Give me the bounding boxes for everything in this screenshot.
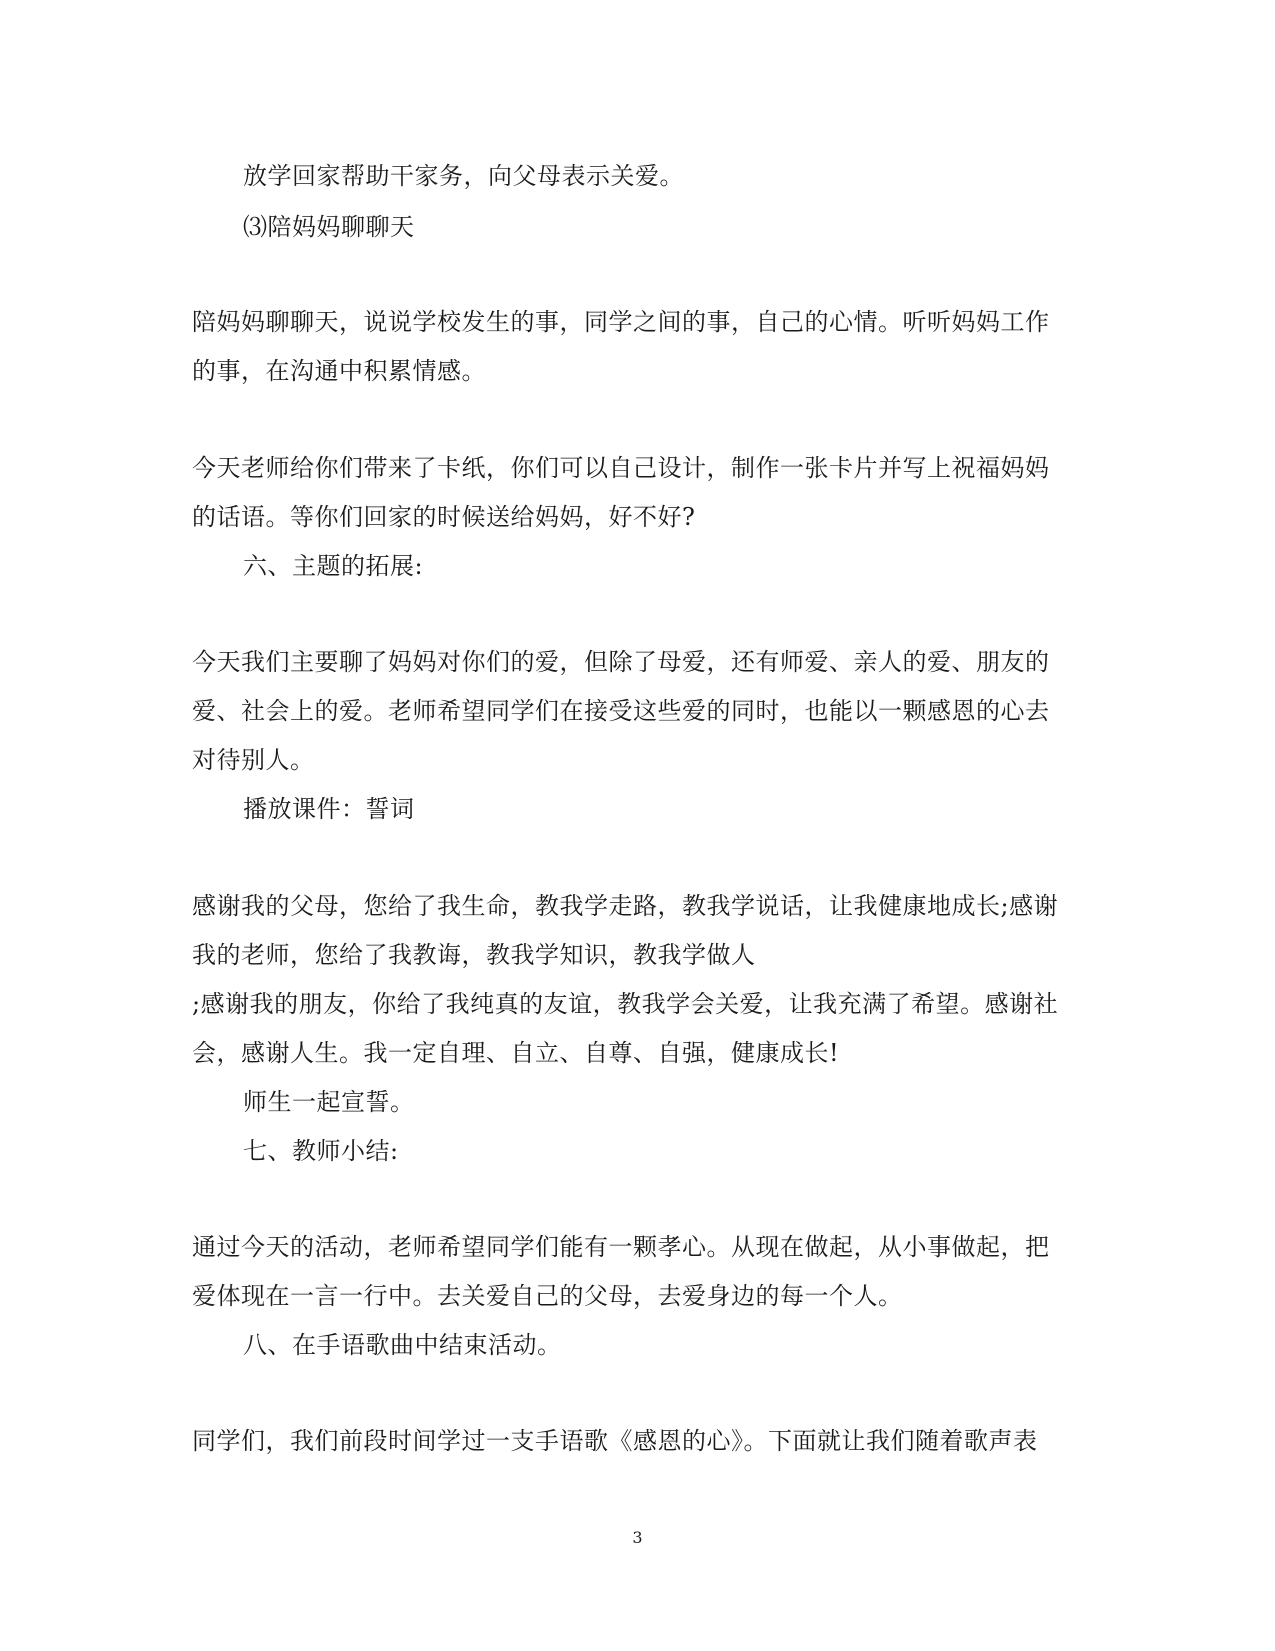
- text-line: 会，感谢人生。我一定自理、自立、自尊、自强，健康成长!: [192, 1039, 840, 1067]
- text-line: 爱、社会上的爱。老师希望同学们在接受这些爱的同时，也能以一颗感恩的心去: [192, 697, 1050, 725]
- text-line: 同学们，我们前段时间学过一支手语歌《感恩的心》。下面就让我们随着歌声表: [192, 1427, 1038, 1455]
- text-line: 放学回家帮助干家务，向父母表示关爱。: [243, 162, 684, 190]
- section-heading: 七、教师小结:: [243, 1137, 399, 1165]
- page-number: 3: [632, 1528, 643, 1547]
- text-line: 的事，在沟通中积累情感。: [192, 357, 486, 385]
- text-line: 播放课件：誓词: [243, 795, 415, 823]
- section-heading: 八、在手语歌曲中结束活动。: [243, 1331, 562, 1359]
- text-line: 爱体现在一言一行中。去关爱自己的父母，去爱身边的每一个人。: [192, 1282, 903, 1310]
- section-heading: 六、主题的拓展:: [243, 552, 424, 580]
- text-line: ⑶陪妈妈聊聊天: [243, 213, 415, 241]
- text-line: 对待别人。: [192, 746, 315, 774]
- text-line: 通过今天的活动，老师希望同学们能有一颗孝心。从现在做起，从小事做起，把: [192, 1233, 1050, 1261]
- text-line: 今天我们主要聊了妈妈对你们的爱，但除了母爱，还有师爱、亲人的爱、朋友的: [192, 648, 1050, 676]
- text-line: 我的老师，您给了我教诲，教我学知识，教我学做人: [192, 941, 756, 969]
- text-line: 的话语。等你们回家的时候送给妈妈，好不好?: [192, 503, 696, 531]
- text-line: 师生一起宣誓。: [243, 1088, 415, 1116]
- text-line: ;感谢我的朋友，你给了我纯真的友谊，教我学会关爱，让我充满了希望。感谢社: [192, 990, 1059, 1018]
- text-line: 今天老师给你们带来了卡纸，你们可以自己设计，制作一张卡片并写上祝福妈妈: [192, 454, 1050, 482]
- text-line: 陪妈妈聊聊天，说说学校发生的事，同学之间的事，自己的心情。听听妈妈工作: [192, 308, 1050, 336]
- text-line: 感谢我的父母，您给了我生命，教我学走路，教我学说话，让我健康地成长;感谢: [192, 892, 1059, 920]
